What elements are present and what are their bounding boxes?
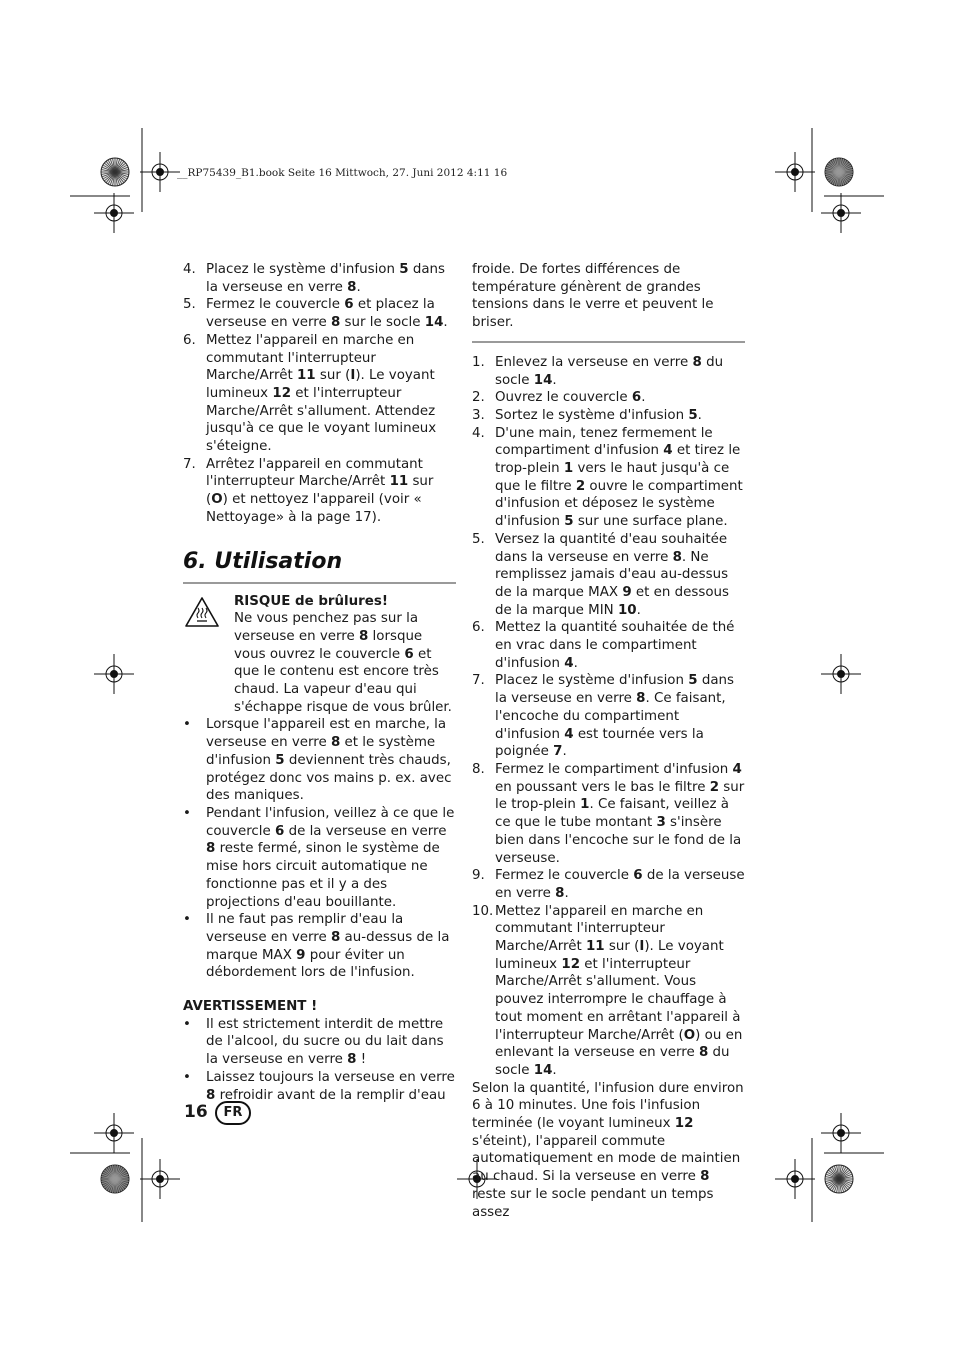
part-reference-number: 8 bbox=[206, 841, 216, 857]
step-text bbox=[495, 408, 702, 423]
part-reference-number: 8 bbox=[347, 1052, 357, 1068]
text-run: Il ne faut pas remplir d'eau la verseuse en verre bbox=[206, 912, 404, 945]
part-reference-number: 14 bbox=[424, 315, 444, 331]
part-reference-number: 5 bbox=[275, 752, 285, 768]
bullet-item bbox=[183, 911, 456, 982]
text-run: ouvre le compartiment d'infusion et déposez le système d'infusion bbox=[495, 478, 743, 530]
part-reference-number: 1 bbox=[580, 797, 590, 813]
color-rosette-icon bbox=[825, 158, 853, 186]
text-run: pour éviter un débordement lors de l'infusion. bbox=[206, 947, 415, 981]
step-text bbox=[495, 868, 745, 901]
part-reference-number: 12 bbox=[272, 385, 292, 401]
text-run: . bbox=[697, 407, 702, 423]
part-reference-number: 12 bbox=[561, 956, 581, 972]
registration-crosshair-icon bbox=[821, 193, 861, 233]
text-run: sur le trop-plein bbox=[495, 779, 745, 813]
step-number: 1. bbox=[472, 354, 485, 370]
bullet-list-safety bbox=[183, 716, 456, 982]
part-reference-number: 5 bbox=[399, 262, 409, 277]
text-run: Lorsque l'appareil est en marche, la verseuse en verre bbox=[206, 717, 447, 751]
step-number: 6. bbox=[472, 620, 485, 636]
language-badge: FR bbox=[215, 1101, 251, 1125]
part-reference-number: I bbox=[350, 368, 356, 384]
part-reference-number: 12 bbox=[674, 1116, 694, 1132]
registration-crosshair-icon bbox=[821, 1113, 861, 1153]
step-text bbox=[495, 904, 742, 1078]
part-reference-number: 5 bbox=[564, 514, 574, 530]
part-reference-number: 4 bbox=[564, 655, 574, 671]
steps-list-right bbox=[472, 354, 745, 1080]
text-run: Laissez toujours la verseuse en verre bbox=[206, 1069, 455, 1085]
step-item bbox=[472, 407, 745, 425]
warning-text bbox=[234, 610, 456, 716]
text-run: et placez la verseuse en verre bbox=[206, 297, 435, 331]
text-run: Versez la quantité d'eau souhaitée dans la verseuse en verre bbox=[495, 531, 728, 565]
text-run: sur ( bbox=[206, 474, 434, 508]
left-column bbox=[183, 261, 456, 1104]
part-reference-number: 14 bbox=[533, 372, 553, 388]
text-run: . bbox=[562, 744, 567, 760]
text-run: . bbox=[641, 390, 646, 406]
part-reference-number: 11 bbox=[585, 939, 605, 955]
right-column bbox=[472, 261, 745, 1221]
text-run: et l'interrupteur Marche/Arrêt s'allument. Attendez jusqu'à ce que le voyant lumineux s'éteigne. bbox=[206, 385, 437, 455]
continuation-text: froide. De fortes différences de température génèrent de grandes tensions dans le verre et peuvent le briser. bbox=[472, 262, 714, 331]
text-run: Il est strictement interdit de mettre de l'alcool, du sucre ou du lait dans la verseuse en verre bbox=[206, 1016, 444, 1068]
step-number: 4. bbox=[472, 425, 485, 441]
part-reference-number: 8 bbox=[330, 929, 341, 945]
text-run: au-dessus de la marque MAX bbox=[206, 929, 450, 963]
step-item bbox=[472, 903, 745, 1080]
text-run: et en dessous de la marque MIN bbox=[495, 584, 729, 618]
step-number: 10. bbox=[472, 903, 494, 919]
text-run: Ne vous penchez pas sur la verseuse en verre bbox=[234, 611, 419, 644]
text-run: Pendant l'infusion, veillez à ce que le couvercle bbox=[206, 805, 455, 839]
step-item bbox=[183, 332, 456, 456]
part-reference-number: 6 bbox=[633, 868, 643, 884]
bullet-icon: • bbox=[183, 717, 191, 733]
text-run: et tirez le trop-plein bbox=[495, 443, 741, 477]
text-run: Fermez le couvercle bbox=[495, 868, 634, 884]
text-run: est tournée vers la poignée bbox=[495, 726, 704, 760]
text-run: lorsque vous ouvrez le couvercle bbox=[234, 628, 423, 662]
text-run: dans la verseuse en verre bbox=[495, 673, 734, 707]
text-run: Sortez le système d'infusion bbox=[495, 407, 689, 423]
text-run: vers le haut jusqu'à ce que le filtre bbox=[495, 461, 730, 494]
closing-paragraph bbox=[472, 1080, 745, 1222]
step-text bbox=[495, 673, 734, 759]
bullet-item bbox=[183, 1016, 456, 1069]
avertissement-title: AVERTISSEMENT ! bbox=[183, 999, 318, 1015]
text-run: refroidir avant de la remplir d'eau bbox=[215, 1087, 446, 1103]
warning-title: RISQUE de brûlures! bbox=[234, 593, 388, 609]
text-run: dans la verseuse en verre bbox=[206, 262, 445, 295]
text-run: et le système d'infusion bbox=[206, 735, 436, 768]
text-run: Mettez la quantité souhaitée de thé en vrac dans le compartiment d'infusion bbox=[495, 620, 735, 671]
bullet-icon: • bbox=[183, 1016, 191, 1032]
step-item bbox=[183, 456, 456, 527]
text-run: . bbox=[552, 372, 557, 388]
text-run: sur une surface plane. bbox=[573, 514, 728, 530]
warning-box bbox=[183, 593, 456, 717]
text-run: et l'interrupteur Marche/Arrêt s'allument. Vous pouvez interrompre le chauffage à tout moment en arrêtant l'appareil à l'interrupteur Marche/Arrêt ( bbox=[495, 956, 741, 1043]
registration-crosshair-icon bbox=[94, 654, 134, 694]
text-run: et que le contenu est encore très chaud. La vapeur d'eau qui s'échappe risque de vous brûler. bbox=[234, 646, 452, 715]
text-run: ) ou en enlevant la verseuse en verre bbox=[495, 1027, 743, 1061]
part-reference-number: 4 bbox=[732, 761, 742, 777]
step-text bbox=[495, 532, 729, 618]
bullet-item bbox=[183, 716, 456, 805]
part-reference-number: 8 bbox=[692, 354, 702, 370]
text-run: ) et nettoyez l'appareil (voir « Nettoyage» à la page 17). bbox=[206, 492, 422, 525]
bullet-text bbox=[206, 1070, 455, 1103]
text-run: Placez le système d'infusion bbox=[206, 262, 400, 277]
part-reference-number: 2 bbox=[575, 478, 586, 494]
bullet-item bbox=[183, 1069, 456, 1104]
text-run: Fermez le couvercle bbox=[206, 297, 345, 313]
page-number: 16 bbox=[184, 1102, 208, 1122]
part-reference-number: 8 bbox=[698, 1045, 709, 1061]
text-run: Selon la quantité, l'infusion dure environ 6 à 10 minutes. Une fois l'infusion terminée (le voyant lumineux bbox=[472, 1080, 744, 1132]
part-reference-number: 10 bbox=[617, 602, 637, 618]
text-run: ). Le voyant lumineux bbox=[495, 939, 724, 972]
registration-crosshair-icon bbox=[775, 1159, 815, 1199]
step-number: 5. bbox=[183, 297, 196, 313]
bullet-text bbox=[206, 717, 451, 803]
text-run: Placez le système d'infusion bbox=[495, 673, 689, 689]
text-run: s'éteint), l'appareil commute automatiquement en mode de maintien au chaud. Si la verseuse en verre bbox=[472, 1133, 741, 1185]
text-run: . Ne remplissez jamais d'eau au-dessus de la marque MAX bbox=[495, 549, 729, 600]
step-text bbox=[495, 355, 723, 388]
text-run: Ouvrez le couvercle bbox=[495, 390, 632, 406]
step-item bbox=[183, 296, 456, 331]
bullet-icon: • bbox=[183, 1069, 191, 1085]
text-run: de la verseuse en verre bbox=[495, 868, 745, 901]
text-run: . bbox=[573, 655, 578, 671]
bullet-item bbox=[183, 805, 456, 911]
step-item bbox=[472, 761, 745, 867]
text-run: de la verseuse en verre bbox=[284, 823, 447, 839]
section-rule bbox=[183, 582, 456, 584]
text-run: . Ce faisant, l'encoche du compartiment d'infusion bbox=[495, 691, 726, 742]
part-reference-number: 6 bbox=[404, 646, 414, 662]
part-reference-number: 8 bbox=[330, 315, 341, 331]
part-reference-number: 2 bbox=[709, 779, 720, 795]
registration-crosshair-icon bbox=[94, 193, 134, 233]
step-number: 8. bbox=[472, 761, 485, 777]
text-run: ). Le voyant lumineux bbox=[206, 368, 435, 401]
color-rosette-icon bbox=[101, 1165, 129, 1193]
step-text bbox=[206, 297, 448, 330]
part-reference-number: 6 bbox=[275, 823, 285, 839]
step-text bbox=[495, 390, 646, 405]
steps-list-top bbox=[183, 261, 456, 527]
part-reference-number: 11 bbox=[389, 474, 409, 490]
step-text bbox=[206, 333, 436, 454]
text-run: . bbox=[356, 279, 361, 295]
step-item bbox=[472, 531, 745, 620]
text-run: Fermez le compartiment d'infusion bbox=[495, 761, 733, 777]
text-run: en poussant vers le bas le filtre bbox=[495, 779, 710, 795]
text-run: sur ( bbox=[315, 368, 351, 384]
part-reference-number: 7 bbox=[553, 744, 563, 760]
part-reference-number: 8 bbox=[700, 1169, 710, 1185]
bullet-icon: • bbox=[183, 805, 191, 821]
bullet-text bbox=[206, 1017, 444, 1067]
text-run: s'insère bien dans l'encoche sur le fond de la verseuse. bbox=[495, 815, 742, 866]
registration-crosshair-icon bbox=[140, 152, 180, 192]
step-number: 2. bbox=[472, 390, 485, 406]
text-run: . bbox=[564, 885, 569, 901]
step-number: 5. bbox=[472, 531, 485, 547]
text-run: reste fermé, sinon le système de mise hors circuit automatique ne fonctionne pas et il y a des projections d'eau bouillante. bbox=[206, 841, 440, 910]
step-item bbox=[472, 425, 745, 531]
text-run: . Ce faisant, veillez à ce que le tube montant bbox=[495, 797, 729, 831]
registration-crosshair-icon bbox=[821, 654, 861, 694]
step-text bbox=[206, 457, 433, 525]
part-reference-number: 8 bbox=[636, 691, 646, 707]
step-item bbox=[472, 672, 745, 761]
text-run: Mettez l'appareil en marche en commutant l'interrupteur Marche/Arrêt bbox=[206, 332, 415, 384]
text-run: . bbox=[636, 602, 641, 618]
part-reference-number: 8 bbox=[330, 735, 341, 751]
text-run: sur le socle bbox=[340, 315, 425, 331]
text-run: . bbox=[552, 1062, 557, 1078]
text-run: ! bbox=[356, 1052, 367, 1068]
file-info-header: __RP75439_B1.book Seite 16 Mittwoch, 27. Juni 2012 4:11 16 bbox=[177, 167, 508, 179]
part-reference-number: I bbox=[639, 939, 645, 955]
step-text bbox=[495, 762, 744, 866]
text-run: D'une main, tenez fermement le compartiment d'infusion bbox=[495, 425, 713, 459]
section-title: 6. Utilisation bbox=[183, 548, 343, 574]
step-item bbox=[472, 619, 745, 672]
text-run: Enlevez la verseuse en verre bbox=[495, 354, 693, 370]
part-reference-number: 8 bbox=[206, 1087, 216, 1103]
text-run: du socle bbox=[495, 1045, 730, 1078]
step-number: 9. bbox=[472, 868, 485, 884]
bullet-icon: • bbox=[183, 912, 191, 928]
bullet-text bbox=[206, 912, 449, 980]
part-reference-number: 8 bbox=[672, 549, 682, 565]
part-reference-number: 3 bbox=[656, 815, 666, 831]
part-reference-number: 6 bbox=[344, 297, 354, 313]
part-reference-number: 5 bbox=[688, 407, 698, 423]
registration-crosshair-icon bbox=[94, 1113, 134, 1153]
step-number: 6. bbox=[183, 332, 196, 348]
part-reference-number: 8 bbox=[358, 628, 369, 644]
part-reference-number: 1 bbox=[563, 461, 574, 477]
bullet-text bbox=[206, 806, 454, 910]
color-rosette-icon bbox=[825, 1165, 853, 1193]
text-run: Arrêtez l'appareil en commutant l'interrupteur Marche/Arrêt bbox=[206, 456, 423, 490]
registration-crosshair-icon bbox=[140, 1159, 180, 1199]
part-reference-number: 4 bbox=[564, 726, 574, 742]
separator-rule bbox=[472, 341, 745, 343]
part-reference-number: O bbox=[683, 1027, 696, 1043]
part-reference-number: 11 bbox=[296, 368, 316, 384]
part-reference-number: 9 bbox=[622, 584, 632, 600]
step-item bbox=[472, 867, 745, 902]
part-reference-number: 8 bbox=[555, 885, 565, 901]
text-run: sur ( bbox=[604, 939, 640, 955]
text-run: reste sur le socle pendant un temps assez bbox=[472, 1186, 714, 1220]
step-number: 3. bbox=[472, 407, 485, 423]
step-number: 7. bbox=[183, 456, 196, 472]
step-item bbox=[472, 354, 745, 389]
bullet-list-avertissement bbox=[183, 1016, 456, 1105]
color-rosette-icon bbox=[101, 158, 129, 186]
text-run: deviennent très chauds, protégez donc vos mains p. ex. avec des maniques. bbox=[206, 752, 452, 804]
registration-crosshair-icon bbox=[775, 152, 815, 192]
part-reference-number: 14 bbox=[533, 1062, 553, 1078]
step-number: 7. bbox=[472, 673, 485, 689]
part-reference-number: O bbox=[211, 492, 223, 508]
part-reference-number: 5 bbox=[688, 673, 698, 689]
part-reference-number: 4 bbox=[663, 443, 673, 459]
step-text bbox=[206, 262, 445, 295]
hot-surface-warning-icon bbox=[185, 597, 219, 627]
part-reference-number: 6 bbox=[631, 390, 642, 406]
step-text bbox=[495, 620, 734, 670]
step-number: 4. bbox=[183, 262, 196, 277]
part-reference-number: 8 bbox=[347, 279, 357, 295]
text-run: Mettez l'appareil en marche en commutant l'interrupteur Marche/Arrêt bbox=[495, 903, 704, 955]
step-item bbox=[472, 389, 745, 407]
part-reference-number: 9 bbox=[296, 947, 306, 963]
step-text bbox=[495, 426, 743, 530]
text-run: . bbox=[443, 315, 448, 331]
section-heading bbox=[183, 545, 456, 579]
text-run: du socle bbox=[495, 354, 724, 388]
step-item bbox=[183, 261, 456, 296]
